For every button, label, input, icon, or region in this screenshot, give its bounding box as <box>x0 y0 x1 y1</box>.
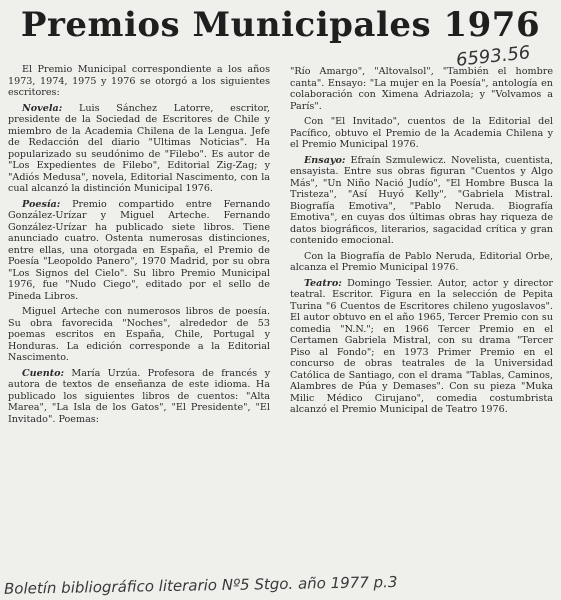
ensayo-paragraph <box>290 155 553 247</box>
poesia-text: Premio compartido entre Fernando González-Urízar y Miguel Arteche. Fernando González-Urízar ha publicado siete libros. Tiene anunciado cuatro. Ostenta numerosas distinciones, entre ellas, una otorgada en España, el Premio de Poesía "Leopoldo Panero", 1970 Madrid, por su obra "Los Signos del Cielo". Su libro Premio Municipal 1976, fue "Nudo Ciego", editado por el sello de Pineda Libros. <box>8 198 270 302</box>
cuento-label: Cuento: <box>22 367 65 379</box>
continuation-paragraph: "Río Amargo", "Altovalsol", "También el hombre canta". Ensayo: "La mujer en la Poesía", antología en colaboración con Ximena Adriazola; y "Volvamos a París". <box>290 66 553 112</box>
ensayo-text: Efraín Szmulewicz. Novelista, cuentista, ensayista. Entre sus obras figuran "Cuentos y Algo Más", "Un Niño Nació Judío", "El Hombre Busca la Tristeza", "Así Huyó Kelly", "Gabriela Mistral. Biografía Emotiva", "Pablo Neruda. Biografía Emotiva", en cuyas dos últimas obras hay riqueza de datos biográficos, literarios, sagacidad crítica y gran contenido emocional. <box>290 154 553 246</box>
novela-label: Novela: <box>22 102 63 114</box>
cuento-paragraph <box>8 368 270 426</box>
novela-text: Luis Sánchez Latorre, escritor, presidente de la Sociedad de Escritores de Chile y miembro de la Academia Chilena de la Lengua. Jefe de Redacción del diario "Ultimas Noticias". Ha popularizado su seudónimo de "Filebo". Es autor de "Los Expedientes de Filebo", Editorial Zig-Zag; y "Adiós Medusa", novela, Editorial Nascimento, con la cual alcanzó la distinción Municipal 1976. <box>8 102 270 194</box>
poesia-paragraph <box>8 199 270 303</box>
intro-paragraph: El Premio Municipal correspondiente a los años 1973, 1974, 1975 y 1976 se otorgó a los siguientes escritores: <box>8 64 270 98</box>
teatro-paragraph <box>290 278 553 416</box>
teatro-text: Domingo Tessier. Autor, actor y director teatral. Escritor. Figura en la selección de Pepita Turina "6 Cuentos de Escritores chileno yugoslavos". El autor obtuvo en el año 1965, Tercer Premio con su comedia "N.N."; en 1966 Tercer Premio en el Certamen Gabriela Mistral, con su drama "Tercer Piso al Fondo"; en 1973 Primer Premio en el concurso de obras teatrales de la Universidad Católica de Santiago, con el drama "Tablas, Caminos, Alambres de Púa y Demases". Con su pieza "Muka Milic Médico Cirujano", comedia costumbrista alcanzó el Premio Municipal de Teatro 1976. <box>290 277 553 415</box>
right-column <box>290 66 553 420</box>
cuento-text: María Urzúa. Profesora de francés y autora de textos de enseñanza de este idioma. Ha publicado los siguientes libros de cuentos: "Alta Marea", "La Isla de los Gatos", "El Presidente", "El Invitado". Poemas: <box>8 367 270 425</box>
handwritten-number: 6593.56 <box>455 42 532 71</box>
left-column <box>8 64 270 429</box>
handwritten-footer: Boletín bibliográfico literario Nº5 Stgo. año 1977 p.3 <box>3 572 398 598</box>
teatro-label: Teatro: <box>304 277 342 289</box>
novela-paragraph <box>8 103 270 195</box>
neruda-paragraph: Con la Biografía de Pablo Neruda, Editorial Orbe, alcanza el Premio Municipal 1976. <box>290 250 553 273</box>
page-title: Premios Municipales 1976 <box>20 5 541 45</box>
arteche-paragraph: Miguel Arteche con numerosos libros de poesía. Su obra favorecida "Noches", alrededor de 53 poemas escritos en España, Chile, Portugal y Honduras. La edición corresponde a la Editorial Nascimento. <box>8 306 270 363</box>
invitado-paragraph: Con "El Invitado", cuentos de la Editorial del Pacífico, obtuvo el Premio de la Academia Chilena y el Premio Municipal 1976. <box>290 116 553 150</box>
poesia-label: Poesía: <box>22 198 61 210</box>
ensayo-label: Ensayo: <box>304 154 346 166</box>
